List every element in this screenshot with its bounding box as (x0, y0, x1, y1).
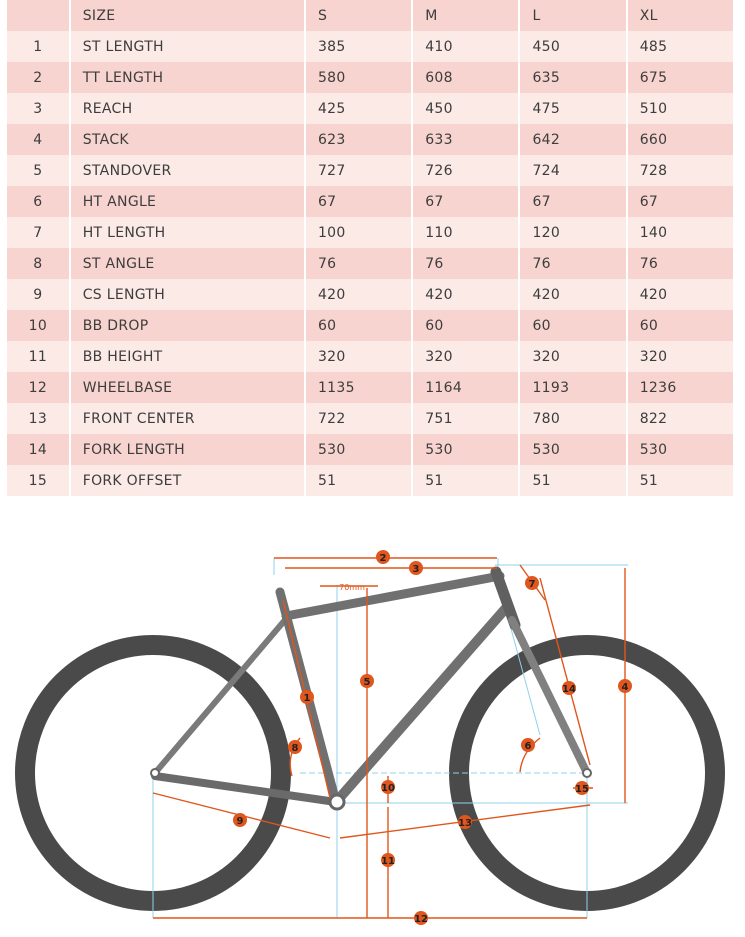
measurement-value: 76 (520, 248, 627, 279)
measurement-value: 1193 (520, 372, 627, 403)
table-row (7, 403, 733, 434)
measurement-value: 722 (306, 403, 413, 434)
table-row (7, 279, 733, 310)
marker-4 (618, 679, 632, 693)
measurement-value: 60 (628, 310, 733, 341)
measurement-value: 320 (306, 341, 413, 372)
measurement-value: 67 (306, 186, 413, 217)
measurement-name: BB HEIGHT (71, 341, 306, 372)
marker-2 (376, 550, 390, 564)
table-row (7, 248, 733, 279)
table-row (7, 124, 733, 155)
measurement-value: 60 (413, 310, 520, 341)
svg-text:12: 12 (414, 914, 428, 925)
measurement-value: 140 (628, 217, 733, 248)
table-header-cell: L (520, 0, 627, 31)
measurement-name: FORK OFFSET (71, 465, 306, 496)
measurement-value: 110 (413, 217, 520, 248)
marker-9 (233, 813, 247, 827)
svg-text:5: 5 (363, 677, 371, 688)
svg-text:1: 1 (303, 693, 311, 704)
measurement-value: 780 (520, 403, 627, 434)
measurement-value: 450 (520, 31, 627, 62)
marker-7 (525, 576, 539, 590)
table-row (7, 62, 733, 93)
svg-text:8: 8 (291, 743, 299, 754)
measurement-value: 420 (520, 279, 627, 310)
measurement-name: FRONT CENTER (71, 403, 306, 434)
measurement-value: 51 (520, 465, 627, 496)
measurement-value: 727 (306, 155, 413, 186)
marker-13 (458, 815, 472, 829)
measurement-value: 580 (306, 62, 413, 93)
row-number: 13 (7, 403, 71, 434)
measurement-value: 1164 (413, 372, 520, 403)
table-header-cell: XL (628, 0, 733, 31)
measurement-name: TT LENGTH (71, 62, 306, 93)
measurement-value: 51 (628, 465, 733, 496)
measurement-name: STACK (71, 124, 306, 155)
measurement-value: 1236 (628, 372, 733, 403)
measurement-value: 120 (520, 217, 627, 248)
table-row (7, 31, 733, 62)
measurement-value: 530 (413, 434, 520, 465)
measurement-value: 410 (413, 31, 520, 62)
measurement-value: 51 (413, 465, 520, 496)
measurement-value: 724 (520, 155, 627, 186)
measurement-value: 751 (413, 403, 520, 434)
svg-text:4: 4 (621, 682, 629, 693)
measurement-value: 60 (306, 310, 413, 341)
measurement-value: 608 (413, 62, 520, 93)
measurement-value: 420 (628, 279, 733, 310)
rear-axle (151, 769, 159, 777)
marker-11 (381, 853, 395, 867)
measurement-name: WHEELBASE (71, 372, 306, 403)
measurement-value: 726 (413, 155, 520, 186)
row-number: 6 (7, 186, 71, 217)
row-number: 3 (7, 93, 71, 124)
marker-15 (575, 781, 589, 795)
measurement-name: HT LENGTH (71, 217, 306, 248)
measurement-name: HT ANGLE (71, 186, 306, 217)
measurement-name: REACH (71, 93, 306, 124)
measurement-name: FORK LENGTH (71, 434, 306, 465)
row-number: 2 (7, 62, 71, 93)
table-header-cell: SIZE (71, 0, 306, 31)
marker-12 (414, 911, 428, 925)
table-row (7, 155, 733, 186)
svg-text:13: 13 (458, 818, 472, 829)
measurement-name: ST ANGLE (71, 248, 306, 279)
measurement-value: 530 (306, 434, 413, 465)
front-axle (583, 769, 591, 777)
row-number: 11 (7, 341, 71, 372)
row-number: 15 (7, 465, 71, 496)
svg-text:2: 2 (379, 553, 387, 564)
table-row (7, 310, 733, 341)
measurement-value: 530 (628, 434, 733, 465)
svg-text:7: 7 (528, 579, 536, 590)
row-number: 9 (7, 279, 71, 310)
measurement-value: 633 (413, 124, 520, 155)
chainstay (155, 776, 336, 802)
measurement-value: 320 (628, 341, 733, 372)
measurement-value: 76 (628, 248, 733, 279)
measurement-value: 100 (306, 217, 413, 248)
marker-5 (360, 674, 374, 688)
measurement-value: 530 (520, 434, 627, 465)
marker-1 (300, 690, 314, 704)
table-header-cell (7, 0, 71, 31)
svg-text:6: 6 (524, 741, 532, 752)
measurement-value: 76 (413, 248, 520, 279)
bottom-bracket (330, 795, 344, 809)
table-row (7, 186, 733, 217)
row-number: 8 (7, 248, 71, 279)
measurement-name: BB DROP (71, 310, 306, 341)
row-number: 4 (7, 124, 71, 155)
measurement-value: 60 (520, 310, 627, 341)
measurement-value: 728 (628, 155, 733, 186)
measurement-value: 660 (628, 124, 733, 155)
measurement-value: 450 (413, 93, 520, 124)
measurement-value: 485 (628, 31, 733, 62)
bike-geometry-diagram (0, 520, 745, 937)
svg-text:9: 9 (236, 816, 244, 827)
measurement-value: 67 (520, 186, 627, 217)
measurement-value: 420 (413, 279, 520, 310)
table-row (7, 434, 733, 465)
standover-offset-label: 70mm (339, 583, 365, 592)
row-number: 7 (7, 217, 71, 248)
table-row (7, 372, 733, 403)
measurement-value: 642 (520, 124, 627, 155)
measurement-value: 67 (628, 186, 733, 217)
measurement-value: 51 (306, 465, 413, 496)
svg-text:3: 3 (412, 564, 420, 575)
measurement-name: CS LENGTH (71, 279, 306, 310)
row-number: 1 (7, 31, 71, 62)
measurement-value: 76 (306, 248, 413, 279)
measurement-name: STANDOVER (71, 155, 306, 186)
measurement-value: 67 (413, 186, 520, 217)
svg-text:11: 11 (381, 856, 395, 867)
measurement-value: 822 (628, 403, 733, 434)
row-number: 5 (7, 155, 71, 186)
measurement-value: 385 (306, 31, 413, 62)
table-header-cell: M (413, 0, 520, 31)
measurement-value: 425 (306, 93, 413, 124)
marker-6 (521, 738, 535, 752)
measurement-value: 420 (306, 279, 413, 310)
measurement-value: 320 (413, 341, 520, 372)
measurement-name: ST LENGTH (71, 31, 306, 62)
table-row (7, 465, 733, 496)
row-number: 12 (7, 372, 71, 403)
measurement-value: 635 (520, 62, 627, 93)
svg-text:15: 15 (575, 784, 589, 795)
row-number: 10 (7, 310, 71, 341)
measurement-value: 510 (628, 93, 733, 124)
svg-text:10: 10 (381, 783, 395, 794)
measurement-value: 320 (520, 341, 627, 372)
svg-text:14: 14 (562, 684, 576, 695)
marker-3 (409, 561, 423, 575)
measurement-value: 475 (520, 93, 627, 124)
table-header-cell: S (306, 0, 413, 31)
table-row (7, 341, 733, 372)
measurement-value: 623 (306, 124, 413, 155)
marker-8 (288, 740, 302, 754)
table-row (7, 93, 733, 124)
table-header-row (7, 0, 733, 31)
marker-10 (381, 780, 395, 794)
measurement-value: 1135 (306, 372, 413, 403)
top-tube (286, 576, 500, 616)
row-number: 14 (7, 434, 71, 465)
table-row (7, 217, 733, 248)
measurement-value: 675 (628, 62, 733, 93)
geometry-table (7, 0, 733, 496)
marker-14 (562, 681, 576, 695)
